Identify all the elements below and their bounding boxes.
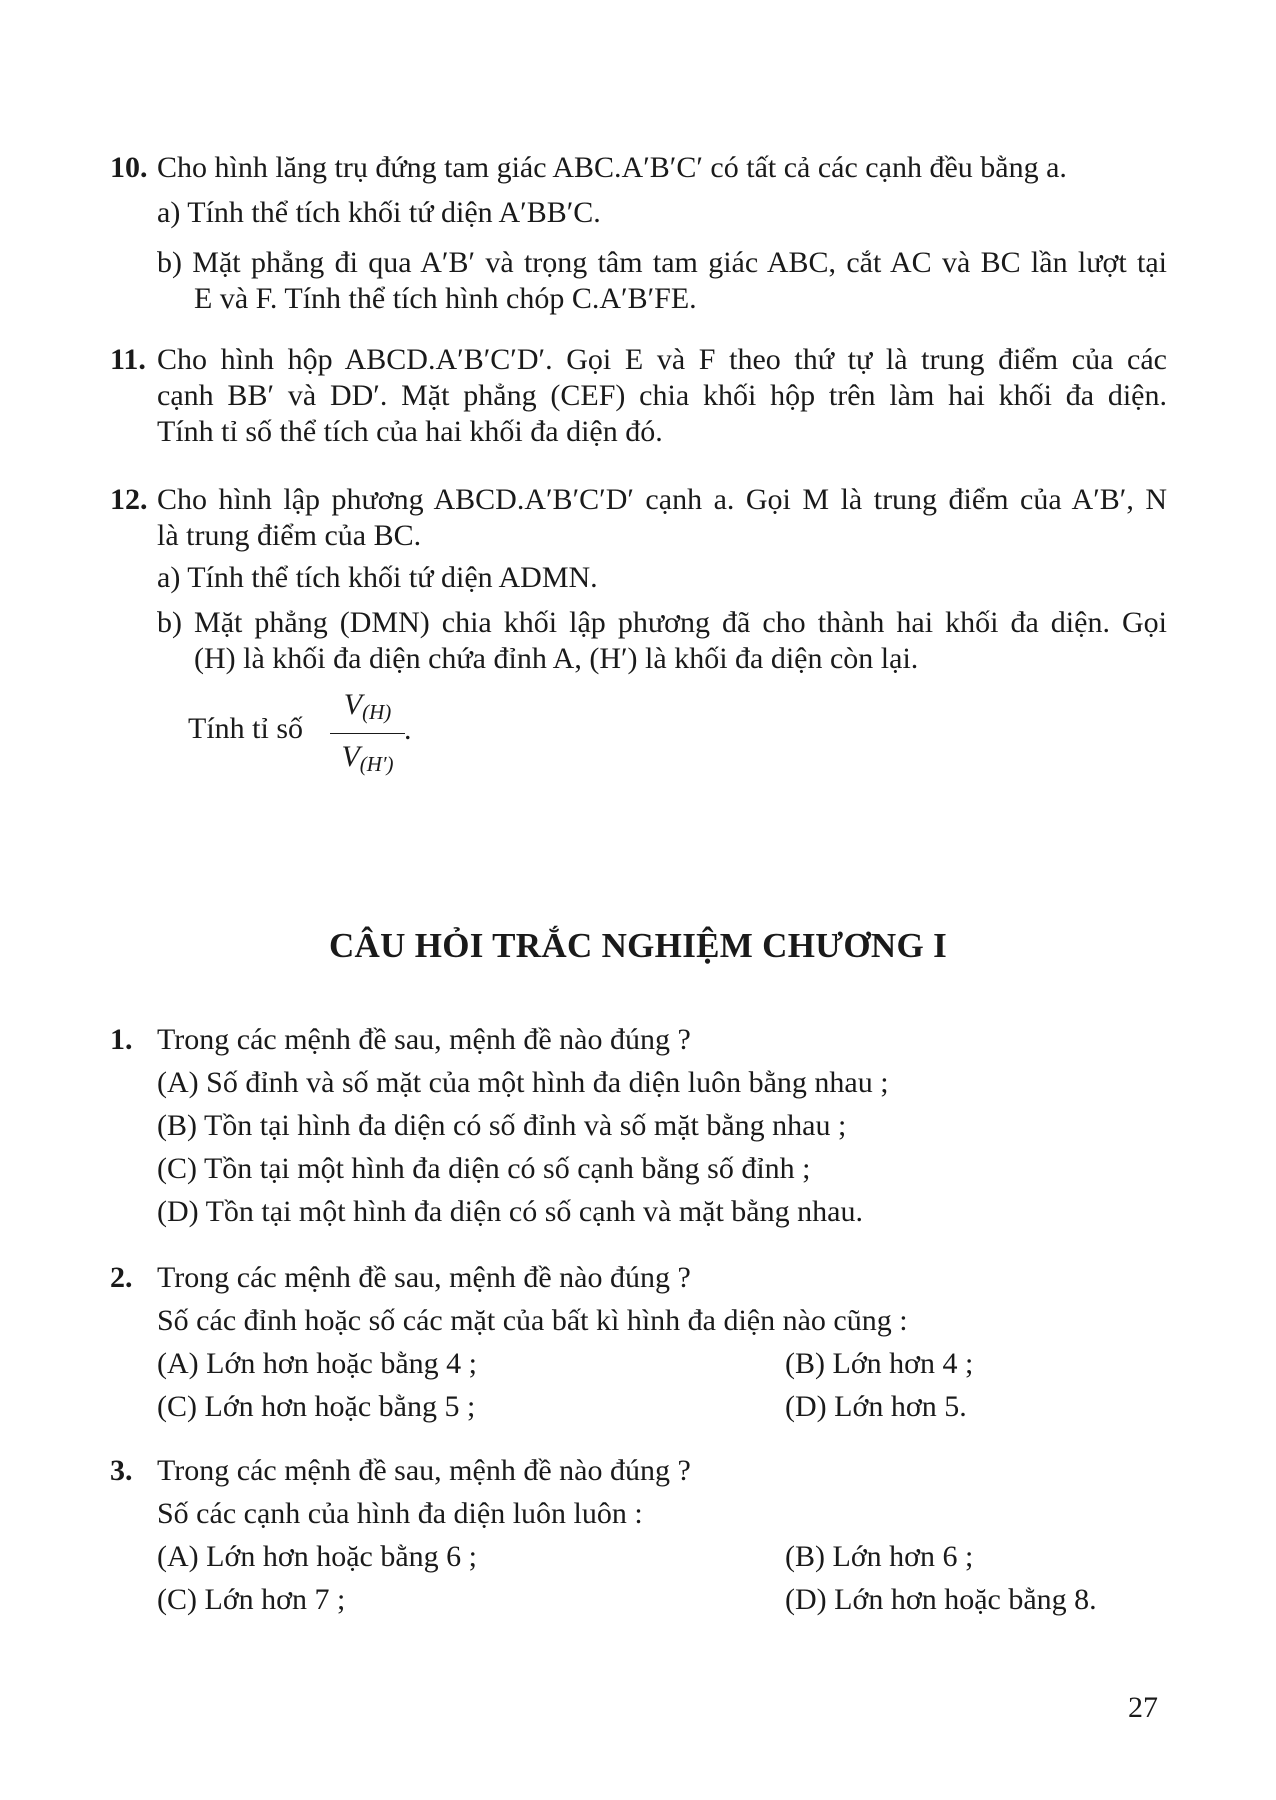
exercise-11-line2: cạnh BB′ và DD′. Mặt phẳng (CEF) chia khối hộp trên làm hai khối đa diện.: [157, 379, 1167, 412]
mcq-2-option-d: (D) Lớn hơn 5.: [785, 1390, 967, 1423]
section-title: CÂU HỎI TRẮC NGHIỆM CHƯƠNG I: [328, 926, 947, 965]
exercise-11-number: 11.: [110, 343, 146, 376]
exercise-10-stem: Cho hình lăng trụ đứng tam giác ABC.A′B′C′ có tất cả các cạnh đều bằng a.: [157, 151, 1067, 184]
ratio-label: Tính tỉ số: [188, 712, 304, 745]
mcq-3-stem-2: Số các cạnh của hình đa diện luôn luôn :: [157, 1497, 643, 1530]
mcq-3-stem: Trong các mệnh đề sau, mệnh đề nào đúng ?: [157, 1454, 691, 1487]
exercise-11-line3: Tính tỉ số thể tích của hai khối đa diện đó.: [157, 415, 663, 448]
mcq-1-stem: Trong các mệnh đề sau, mệnh đề nào đúng ?: [157, 1023, 691, 1056]
mcq-3-option-d: (D) Lớn hơn hoặc bằng 8.: [785, 1583, 1097, 1616]
mcq-2-option-a: (A) Lớn hơn hoặc bằng 4 ;: [157, 1347, 477, 1380]
fraction-denominator: $V_{(H')}$: [341, 740, 394, 776]
mcq-1-option-b: (B) Tồn tại hình đa diện có số đỉnh và số mặt bằng nhau ;: [157, 1109, 847, 1142]
exercise-12-number: 12.: [110, 483, 148, 516]
mcq-3-option-c: (C) Lớn hơn 7 ;: [157, 1583, 346, 1616]
exercise-12-part-a: a) Tính thể tích khối tứ diện ADMN.: [157, 561, 598, 594]
mcq-1-option-c: (C) Tồn tại một hình đa diện có số cạnh bằng số đỉnh ;: [157, 1152, 811, 1185]
mcq-3-option-b: (B) Lớn hơn 6 ;: [785, 1540, 974, 1573]
page-number: 27: [1128, 1691, 1158, 1724]
exercise-12-line1: Cho hình lập phương ABCD.A′B′C′D′ cạnh a. Gọi M là trung điểm của A′B′, N: [157, 483, 1167, 516]
mcq-2-option-b: (B) Lớn hơn 4 ;: [785, 1347, 974, 1380]
volume-ratio-fraction: [330, 688, 405, 781]
mcq-2-stem: Trong các mệnh đề sau, mệnh đề nào đúng ?: [157, 1261, 691, 1294]
mcq-3-number: 3.: [110, 1454, 133, 1487]
mcq-2-stem-2: Số các đỉnh hoặc số các mặt của bất kì hình đa diện nào cũng :: [157, 1304, 908, 1337]
mcq-2-option-c: (C) Lớn hơn hoặc bằng 5 ;: [157, 1390, 476, 1423]
exercise-11-line1: Cho hình hộp ABCD.A′B′C′D′. Gọi E và F theo thứ tự là trung điểm của các: [157, 343, 1167, 376]
exercise-12-part-b-line2: (H) là khối đa diện chứa đỉnh A, (H′) là khối đa diện còn lại.: [194, 642, 919, 675]
fraction-period: .: [404, 713, 412, 746]
exercise-10-part-b-line2: E và F. Tính thể tích hình chóp C.A′B′FE.: [194, 282, 697, 315]
mcq-1-option-d: (D) Tồn tại một hình đa diện có số cạnh và mặt bằng nhau.: [157, 1195, 863, 1228]
mcq-3-option-a: (A) Lớn hơn hoặc bằng 6 ;: [157, 1540, 477, 1573]
exercise-10-part-b-line1: b) Mặt phẳng đi qua A′B′ và trọng tâm tam giác ABC, cắt AC và BC lần lượt tại: [157, 246, 1167, 279]
exercise-10-part-a: a) Tính thể tích khối tứ diện A′BB′C.: [157, 196, 601, 229]
mcq-1-number: 1.: [110, 1023, 133, 1056]
mcq-1-option-a: (A) Số đỉnh và số mặt của một hình đa diện luôn bằng nhau ;: [157, 1066, 889, 1099]
mcq-2-number: 2.: [110, 1261, 133, 1294]
fraction-numerator: $V_{(H)}$: [330, 688, 405, 734]
exercise-10-number: 10.: [110, 151, 148, 184]
exercise-12-part-b-line1: b) Mặt phẳng (DMN) chia khối lập phương đã cho thành hai khối đa diện. Gọi: [157, 606, 1167, 639]
exercise-12-line2: là trung điểm của BC.: [157, 519, 422, 552]
